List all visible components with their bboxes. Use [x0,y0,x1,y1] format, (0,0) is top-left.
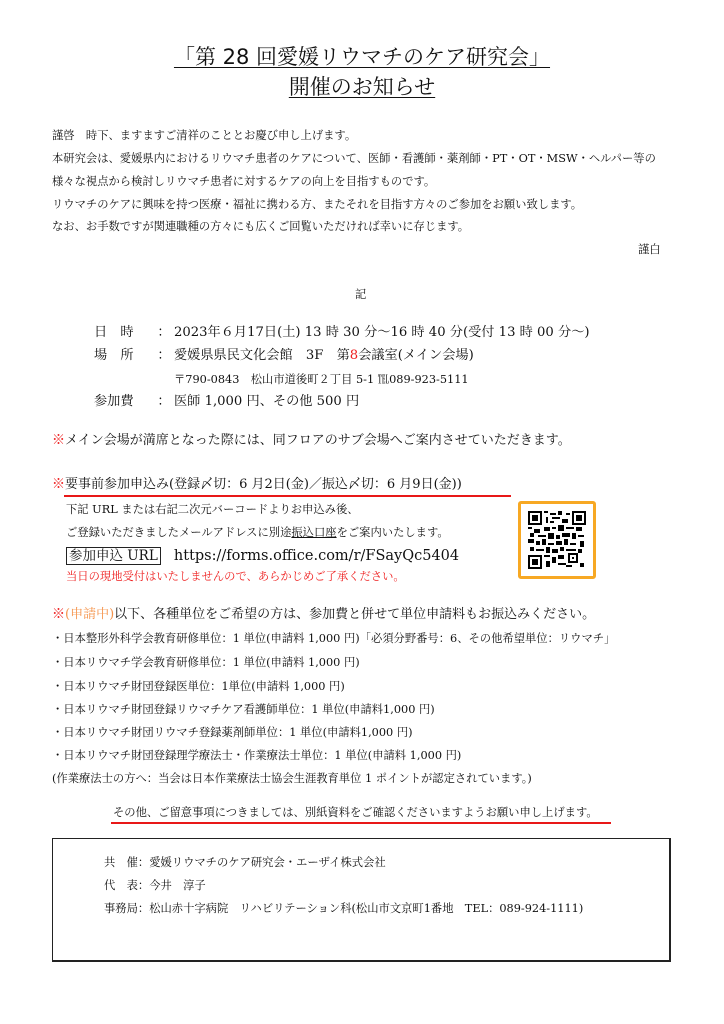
ot-credit-note: (作業療法士の方へ：当会は日本作業療法士協会生涯教育単位 1 ポイントが認定されています。) [52,772,532,785]
application-pending-status: (申請中) [65,607,115,622]
representative-line: 代 表：今井 淳子 [104,879,206,892]
intro-line-5: なお、お手数ですが関連職種の方々にも広くご回覧いただければ幸いに存じます。 [52,220,470,233]
qr-code-icon[interactable] [528,511,586,569]
place-label: 場 所 [94,348,134,363]
sub-venue-notice [52,433,571,449]
place-room-number: 8 [349,348,359,363]
registration-line-2-after: をご案内いたします。 [336,526,449,539]
fee-value: 医師 1,000 円、その他 500 円 [174,394,360,409]
colon: ： [157,325,171,340]
page-title [0,44,724,70]
other-notes: その他、ご留意事項につきましては、別紙資料をご確認くださいますようお願い申し上げます。 [113,806,598,819]
place-value-before: 愛媛県県民文化会館 3F 第 [174,348,350,363]
ki-heading: 記 [355,288,367,301]
detail-datetime [94,325,590,341]
note-mark: ※ [52,433,66,448]
secretariat-line: 事務局：松山赤十字病院 リハビリテーション科(松山市文京町1番地 TEL：089-924-1111) [104,902,584,915]
note-mark: ※ [52,607,66,622]
colon: ： [157,394,171,409]
closing-kenpaku: 謹白 [638,243,661,256]
registration-url-link[interactable]: https://forms.office.com/r/FSayQc5404 [173,548,460,564]
colon: ： [157,348,171,363]
credit-item: ・日本リウマチ財団登録医単位：1単位(申請料 1,000 円) [52,680,345,693]
title-line-2: 開催のお知らせ [288,75,436,99]
credits-heading-text: 以下、各種単位をご希望の方は、参加費と併せて単位申請料もお振込みください。 [114,607,596,622]
registration-line-2 [66,526,449,540]
detail-place [94,348,474,364]
credit-item: ・日本リウマチ財団リウマチ登録薬剤師単位：1 単位(申請料1,000 円) [52,726,413,739]
qr-code-frame[interactable] [518,501,596,579]
intro-line-2: 本研究会は、愛媛県内におけるリウマチ患者のケアについて、医師・看護師・薬剤師・PT・OT・MSW・ヘルパー等の [52,152,656,165]
place-value-after: 会議室(メイン会場) [358,348,474,363]
registration-line-2-before: ご登録いただきましたメールアドレスに別途 [66,526,292,539]
intro-line-4: リウマチのケアに興味を持つ医療・福祉に携わる方、またそれを目指す方々のご参加をお願い致します。 [52,198,583,211]
intro-line-3: 様々な視点から検討しリウマチ患者に対するケアの向上を目指すものです。 [52,175,436,188]
credit-item: ・日本リウマチ財団登録理学療法士・作業療法士単位：1 単位(申請料 1,000 円) [52,749,462,762]
credit-item: ・日本整形外科学会教育研修単位：1 単位(申請料 1,000 円)「必須分野番号：6、その他希望単位：リウマチ」 [52,632,616,645]
sub-venue-text: メイン会場が満席となった際には、同フロアのサブ会場へご案内させていただきます。 [65,433,571,448]
registration-url-row [66,545,459,565]
organizer-info-box [52,838,671,962]
transfer-account-text: 振込口座 [291,526,337,539]
intro-line-1: 謹啓 時下、ますますご清祥のこととお慶び申し上げます。 [52,129,357,142]
fee-label: 参加費 [94,394,134,409]
place-address: 〒790-0843 松山市道後町２丁目 5-1 ℡089-923-5111 [174,373,469,386]
no-onsite-registration-warning: 当日の現地受付はいたしませんので、あらかじめご了承ください。 [66,570,405,583]
page-subtitle [0,74,724,100]
credit-item: ・日本リウマチ学会教育研修単位：1 単位(申請料 1,000 円) [52,656,360,669]
note-mark: ※ [52,477,66,492]
registration-line-1: 下記 URL または右記二次元バーコードよりお申込み後、 [66,503,359,516]
cohost-line: 共 催：愛媛リウマチのケア研究会・エーザイ株式会社 [104,856,386,869]
credits-heading [52,607,595,623]
url-label-box: 参加申込 URL [66,547,161,565]
red-underline [64,495,511,497]
credit-item: ・日本リウマチ財団登録リウマチケア看護師単位：1 単位(申請料1,000 円) [52,703,435,716]
datetime-value: 2023年６月17日(土) 13 時 30 分～16 時 40 分(受付 13 時 00 分～) [174,325,590,340]
registration-heading [52,477,462,493]
red-underline [111,822,611,824]
detail-fee [94,394,359,410]
datetime-label: 日 時 [94,325,134,340]
title-line-1: 「第 28 回愛媛リウマチのケア研究会」 [173,45,551,69]
registration-deadline: 要事前参加申込み(登録〆切：6 月2日(金)／振込〆切：6 月9日(金)) [65,477,462,492]
